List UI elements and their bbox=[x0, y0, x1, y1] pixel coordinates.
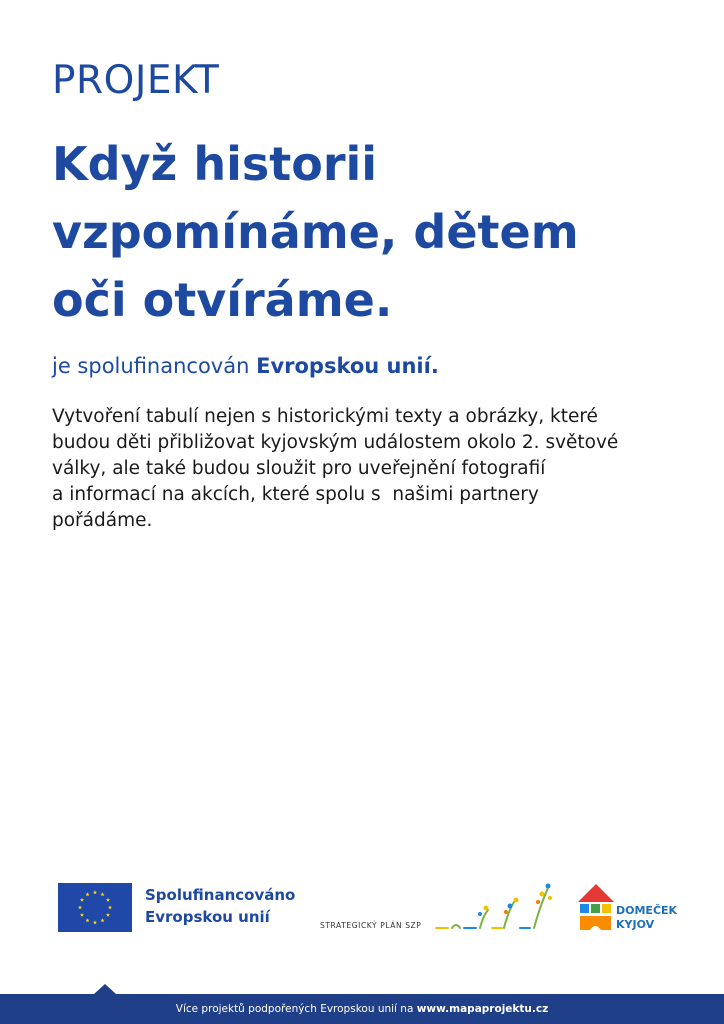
szp-plants-icon bbox=[434, 880, 554, 934]
page-title bbox=[52, 130, 692, 334]
domecek-label-line: DOMEČEK bbox=[616, 904, 678, 917]
eu-star-icon bbox=[108, 905, 112, 909]
project-description bbox=[52, 404, 672, 534]
eu-star-icon bbox=[78, 905, 82, 909]
eu-star-icon bbox=[80, 913, 84, 917]
eu-stars-icon bbox=[58, 883, 132, 932]
eu-star-icon bbox=[100, 892, 104, 896]
description-line: budou děti přibližovat kyjovským událostem okolo 2. světové bbox=[52, 432, 619, 453]
eu-star-icon bbox=[93, 890, 97, 894]
domecek-logo-label bbox=[616, 904, 677, 932]
footer-bar bbox=[0, 994, 724, 1024]
cofinance-statement bbox=[52, 354, 439, 378]
eu-star-icon bbox=[106, 913, 110, 917]
eu-label-line: Spolufinancováno bbox=[145, 886, 296, 904]
cofinance-prefix: je spolufinancován bbox=[52, 354, 257, 378]
eyebrow-label: PROJEKT bbox=[52, 58, 220, 103]
eu-star-icon bbox=[93, 920, 97, 924]
eu-star-icon bbox=[100, 918, 104, 922]
eu-star-icon bbox=[80, 898, 84, 902]
domecek-label-line: KYJOV bbox=[616, 918, 655, 931]
eu-star-icon bbox=[106, 898, 110, 902]
title-line: oči otvíráme. bbox=[52, 273, 393, 327]
szp-logo-label: STRATEGICKÝ PLÁN SZP bbox=[320, 921, 422, 930]
description-line: války, ale také budou sloužit pro uveřejnění fotografií bbox=[52, 458, 546, 479]
eu-star-icon bbox=[85, 918, 89, 922]
eu-cofinanced-label bbox=[145, 884, 295, 928]
description-line: pořádáme. bbox=[52, 510, 153, 531]
footer-link[interactable]: www.mapaprojektu.cz bbox=[416, 1003, 549, 1015]
description-line: Vytvoření tabulí nejen s historickými texty a obrázky, které bbox=[52, 406, 598, 427]
title-line: Když historii bbox=[52, 137, 378, 191]
eu-star-icon bbox=[85, 892, 89, 896]
footer-notch bbox=[94, 984, 116, 994]
description-line: a informací na akcích, které spolu s našimi partnery bbox=[52, 484, 539, 505]
eu-flag-logo bbox=[58, 883, 132, 932]
footer-text: Více projektů podpořených Evropskou unií na bbox=[175, 1003, 417, 1015]
title-line: vzpomínáme, dětem bbox=[52, 205, 579, 259]
cofinance-emphasis: Evropskou unií. bbox=[256, 354, 439, 378]
eu-label-line: Evropskou unií bbox=[145, 908, 270, 926]
